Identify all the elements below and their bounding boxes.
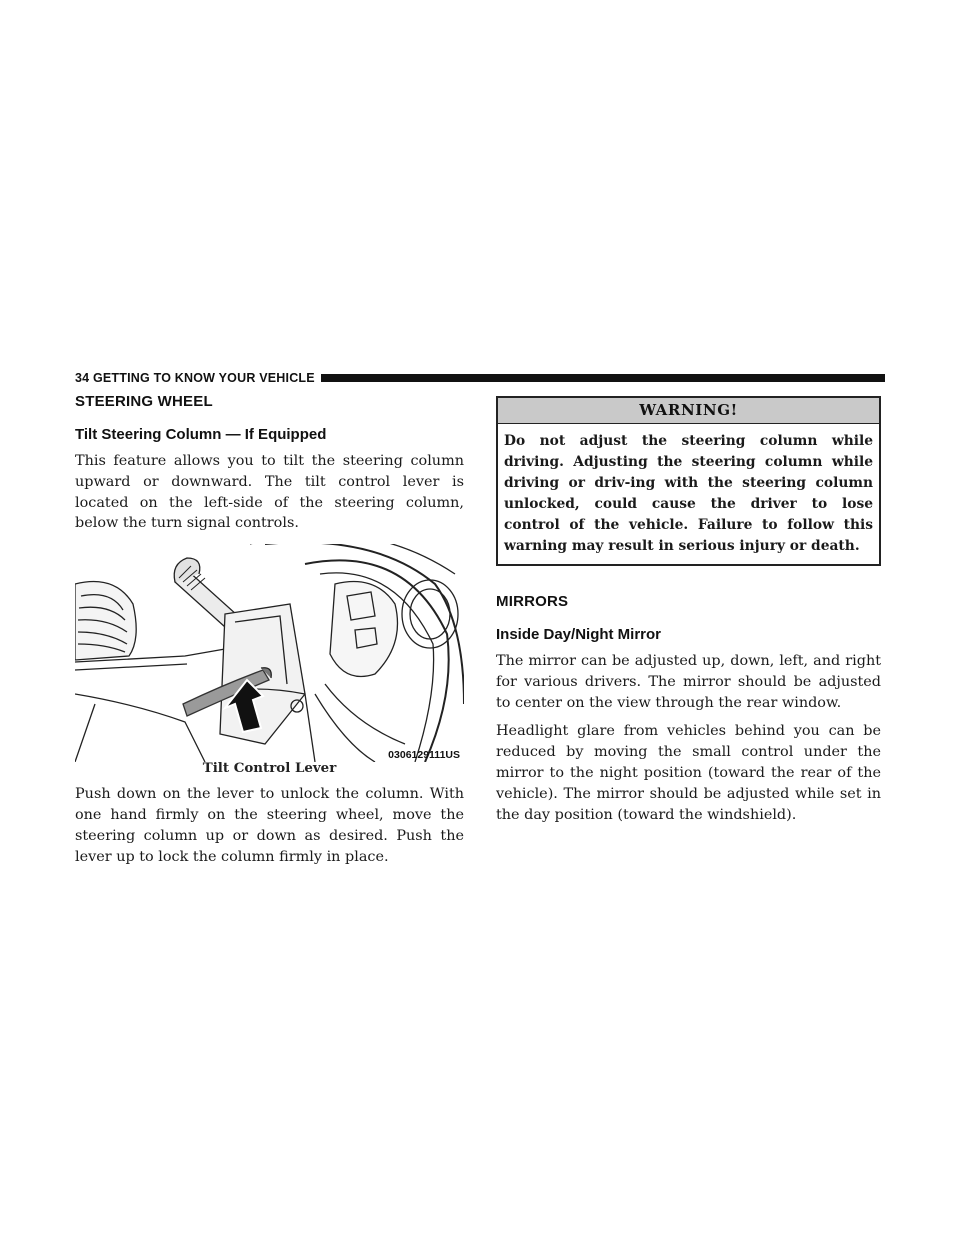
tilt-instructions-paragraph: Push down on the lever to unlock the column. With one hand firmly on the steering wheel, move the steering column up or down as desired. Push the lever up to lock the column firmly in place.	[75, 786, 464, 865]
warning-box	[496, 396, 881, 566]
warning-title: WARNING!	[498, 398, 879, 424]
tilt-intro-paragraph: This feature allows you to tilt the steering column upward or downward. The tilt control lever is located on the left-side of the steering column, below the turn signal controls.	[75, 453, 464, 532]
figure-code: 0306129111US	[388, 749, 460, 762]
left-column	[75, 393, 464, 867]
tilt-lever-illustration	[75, 544, 464, 762]
page-header-text: 34 GETTING TO KNOW YOUR VEHICLE	[75, 371, 315, 385]
page-header	[75, 370, 885, 386]
right-column	[496, 396, 881, 825]
header-rule	[321, 374, 885, 382]
section-title-steering-wheel: STEERING WHEEL	[75, 393, 213, 410]
subsection-title-inside-mirror: Inside Day/Night Mirror	[496, 626, 662, 643]
mirror-adjust-paragraph: The mirror can be adjusted up, down, left, and right for various drivers. The mirror should be adjusted to center on the view through the rear window.	[496, 653, 881, 711]
subsection-title-tilt-column: Tilt Steering Column — If Equipped	[75, 426, 327, 443]
figure-caption: Tilt Control Lever	[202, 760, 337, 777]
warning-text: Do not adjust the steering column while driving. Adjusting the steering column while driving or driv-ing with the steering column unlocked, could cause the driver to lose control of the vehicle. Failure to follow this warning may result in serious injury or death.	[504, 433, 873, 554]
section-title-mirrors: MIRRORS	[496, 593, 569, 610]
mirror-glare-paragraph: Headlight glare from vehicles behind you can be reduced by moving the small control under the mirror to the night position (toward the rear of the vehicle). The mirror should be adjusted while set in the day position (toward the windshield).	[496, 723, 881, 823]
